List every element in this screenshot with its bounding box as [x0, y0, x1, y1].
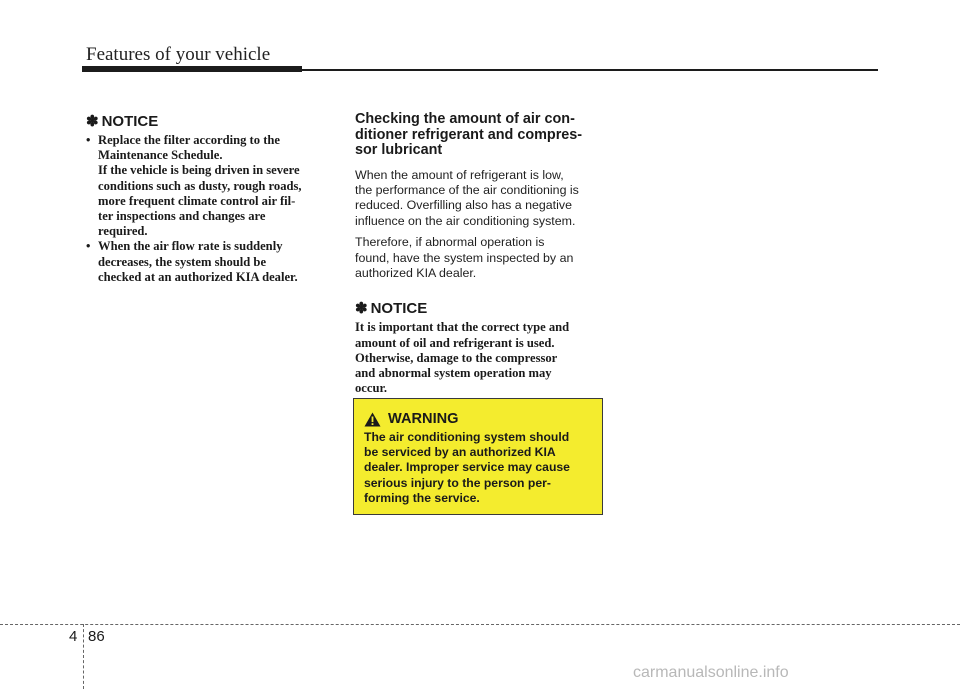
header-rule-thin: [300, 69, 878, 71]
body-paragraph: Therefore, if abnormal operation is found, have the system inspected by an authorized KIA dealer.: [355, 235, 574, 280]
warning-box: [353, 398, 603, 515]
list-item: • When the air flow rate is suddenly decreases, the system should be checked at an authorized KIA dealer.: [86, 239, 298, 284]
header-title: Features of your vehicle: [86, 44, 271, 65]
notice-text: It is important that the correct type and amount of oil and refrigerant is used. Otherwise, damage to the compressor and abnormal system operation may occur.: [355, 320, 570, 396]
bullet-icon: •: [86, 239, 91, 254]
notice-block: [355, 299, 605, 396]
notice-list: [86, 133, 334, 285]
right-column: [355, 112, 605, 396]
warning-title: WARNING: [388, 411, 459, 427]
star-icon: ✽: [86, 113, 99, 130]
list-item: • Replace the filter according to the Maintenance Schedule. If the vehicle is being driven in severe conditions such as dusty, rough roads, more frequent climate control air fil- ter inspections and changes are required.: [86, 133, 302, 239]
bullet-icon: •: [86, 133, 91, 147]
notice-heading: ✽ NOTICE: [355, 300, 428, 318]
footer-divider: [83, 624, 84, 689]
notice-heading: ✽ NOTICE: [86, 113, 159, 130]
header-rule-thick: [82, 66, 302, 72]
left-column: [86, 112, 334, 285]
watermark: carmanualsonline.info: [633, 664, 789, 681]
star-icon: ✽: [355, 300, 368, 318]
section-title: Checking the amount of air con- ditioner refrigerant and compres- sor lubricant: [355, 111, 583, 158]
chapter-number: 4: [69, 628, 78, 645]
footer-rule: [0, 624, 960, 625]
page-number: 86: [88, 628, 105, 645]
warning-header: [364, 411, 594, 427]
warning-triangle-icon: [364, 412, 381, 427]
warning-text: The air conditioning system should be serviced by an authorized KIA dealer. Improper service may cause serious injury to the person per- forming the service.: [364, 430, 570, 505]
body-paragraph: When the amount of refrigerant is low, the performance of the air conditioning is reduced. Overfilling also has a negative influence on the air conditioning system.: [355, 167, 579, 228]
